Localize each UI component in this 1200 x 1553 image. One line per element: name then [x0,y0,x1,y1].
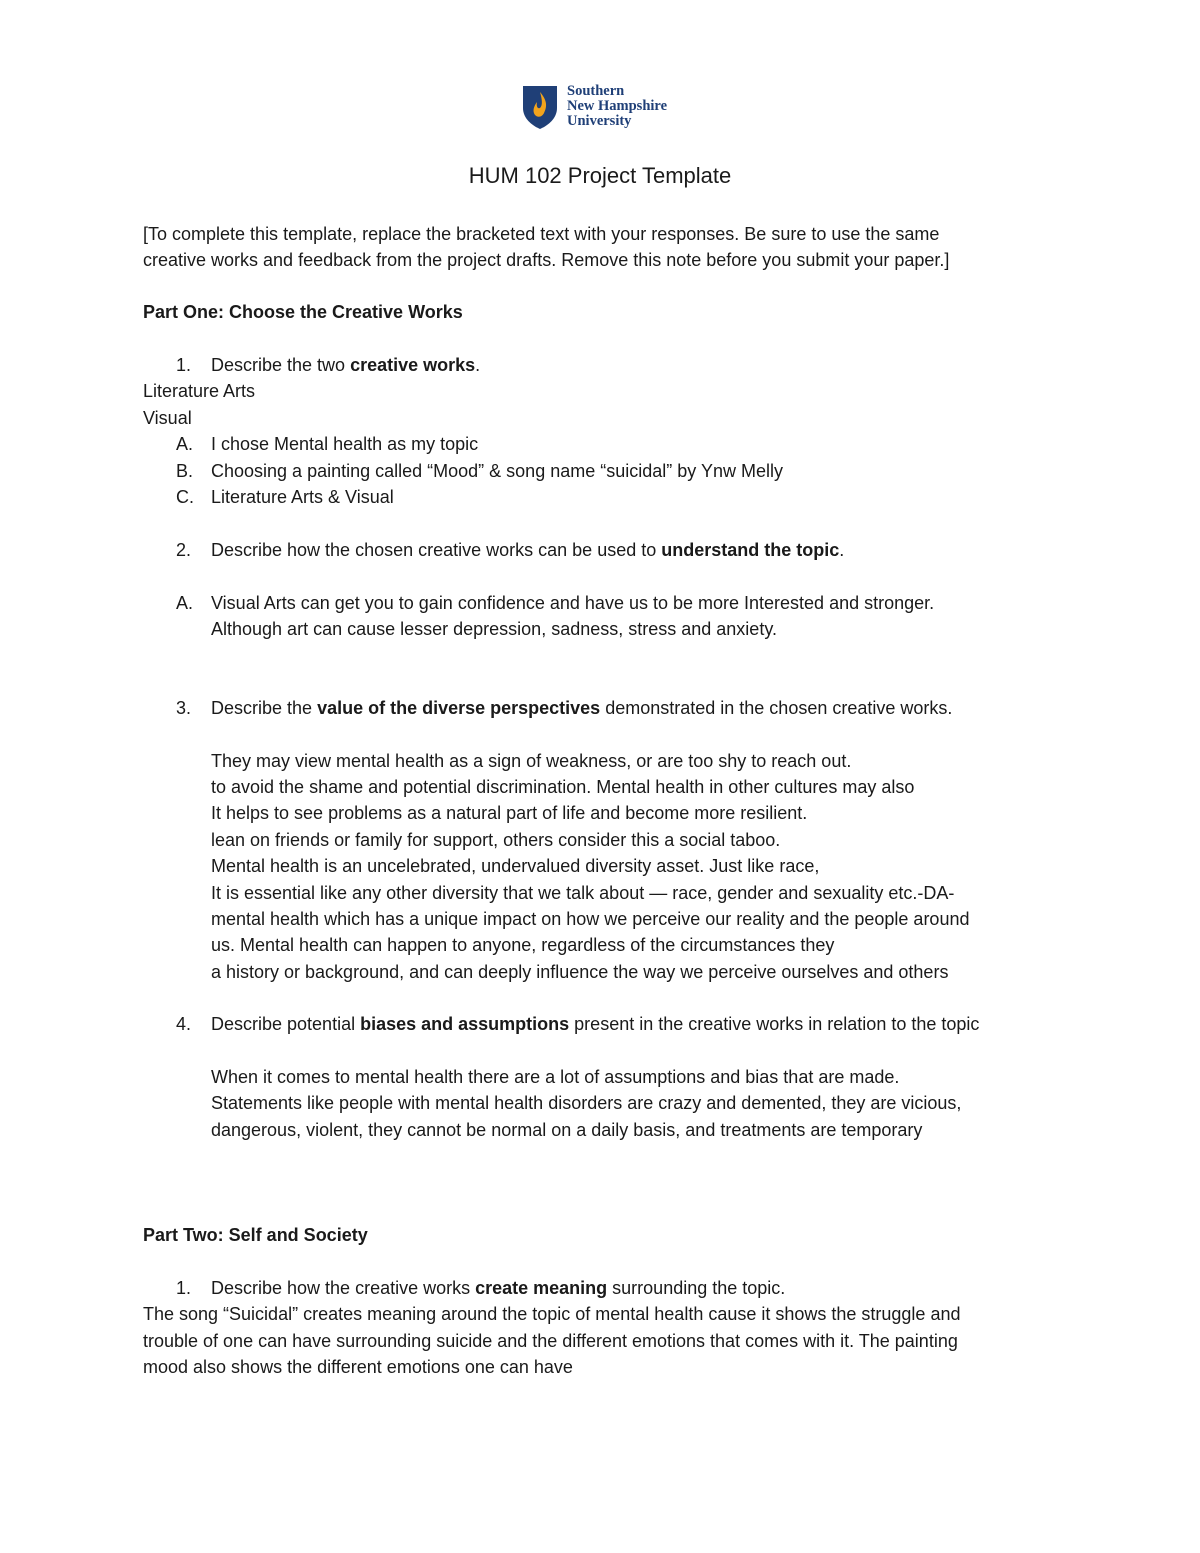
list-item: Literature Arts & Visual [211,487,394,507]
question-keyword: create meaning [475,1278,608,1298]
question-2 [211,537,844,563]
shield-flame-icon [521,84,559,130]
logo-line-3: University [567,113,632,129]
question-text-end: . [475,355,481,375]
question-number: 3. [176,698,192,718]
instructions-line-1: [To complete this template, replace the bracketed text with your responses. Be sure to use the same [143,224,940,244]
question-number: 1. [176,1278,192,1298]
question-keyword: understand the topic [661,540,840,560]
answer-line: Visual [143,408,192,428]
question-text-end: demonstrated in the chosen creative works. [600,698,953,718]
question-text: Describe how the chosen creative works can be used to [211,540,662,560]
part-two-heading: Part Two: Self and Society [143,1225,368,1245]
question-4 [211,1011,979,1037]
question-text: Describe the two [211,355,351,375]
answer-line: lean on friends or family for support, others consider this a social taboo. [211,830,781,850]
answer-line: us. Mental health can happen to anyone, regardless of the circumstances they [211,935,835,955]
question-text: Describe the [211,698,318,718]
question-number: 2. [176,540,192,560]
question-number: 4. [176,1014,192,1034]
university-logo [521,84,667,132]
answer-line: Although art can cause lesser depression, sadness, stress and anxiety. [211,619,777,639]
list-marker: C. [176,487,194,507]
answer-line: mood also shows the different emotions one can have [143,1357,573,1377]
question-text-end: . [839,540,845,560]
list-marker: B. [176,461,194,481]
answer-line: It is essential like any other diversity that we talk about — race, gender and sexuality etc.-DA- [211,883,955,903]
question-1 [211,352,480,378]
logo-wordmark [567,84,667,129]
answer-line: dangerous, violent, they cannot be normal on a daily basis, and treatments are temporary [211,1120,923,1140]
answer-line: They may view mental health as a sign of weakness, or are too shy to reach out. [211,751,852,771]
question-text: Describe potential [211,1014,361,1034]
answer-line: trouble of one can have surrounding suicide and the different emotions that comes with it. The painting [143,1331,958,1351]
answer-line: to avoid the shame and potential discrimination. Mental health in other cultures may also [211,777,915,797]
question-keyword: creative works [350,355,476,375]
answer-line: a history or background, and can deeply influence the way we perceive ourselves and others [211,962,949,982]
instructions-line-2: creative works and feedback from the project drafts. Remove this note before you submit your paper.] [143,250,950,270]
answer-line: Statements like people with mental health disorders are crazy and demented, they are vicious, [211,1093,962,1113]
part-one-heading: Part One: Choose the Creative Works [143,302,463,322]
answer-line: Visual Arts can get you to gain confidence and have us to be more Interested and stronger. [211,593,935,613]
list-item: I chose Mental health as my topic [211,434,479,454]
answer-line: It helps to see problems as a natural part of life and become more resilient. [211,803,808,823]
answer-line: Literature Arts [143,381,256,401]
logo-line-1: Southern [567,83,625,99]
part-two-question-1 [211,1275,785,1301]
question-text-end: present in the creative works in relation to the topic [569,1014,980,1034]
logo-line-2: New Hampshire [567,98,668,114]
question-number: 1. [176,355,192,375]
question-text: Describe how the creative works [211,1278,476,1298]
answer-line: The song “Suicidal” creates meaning around the topic of mental health cause it shows the struggle and [143,1304,961,1324]
question-text-end: surrounding the topic. [607,1278,786,1298]
question-keyword: value of the diverse perspectives [317,698,601,718]
list-item: Choosing a painting called “Mood” & song name “suicidal” by Ynw Melly [211,461,783,481]
answer-line: Mental health is an uncelebrated, undervalued diversity asset. Just like race, [211,856,820,876]
list-marker: A. [176,593,194,613]
question-keyword: biases and assumptions [360,1014,570,1034]
answer-line: mental health which has a unique impact on how we perceive our reality and the people around [211,909,970,929]
list-marker: A. [176,434,194,454]
document-title: HUM 102 Project Template [468,163,732,188]
question-3 [211,695,952,721]
answer-line: When it comes to mental health there are a lot of assumptions and bias that are made. [211,1067,900,1087]
